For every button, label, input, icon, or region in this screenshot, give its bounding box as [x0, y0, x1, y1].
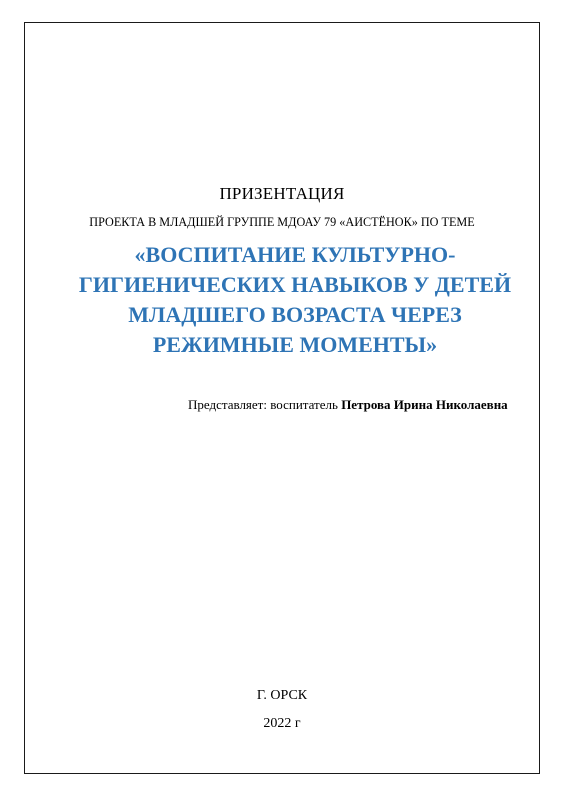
presenter-line [188, 397, 508, 413]
presenter-name: Петрова Ирина Николаевна [341, 397, 508, 412]
document-type-heading: ПРИЗЕНТАЦИЯ [219, 184, 345, 203]
city-label: Г. ОРСК [256, 688, 308, 703]
presenter-prefix: Представляет: воспитатель [188, 397, 338, 412]
presentation-title: «ВОСПИТАНИЕ КУЛЬТУРНО-ГИГИЕНИЧЕСКИХ НАВЫКОВ У ДЕТЕЙ МЛАДШЕГО ВОЗРАСТА ЧЕРЕЗ РЕЖИМНЫЕ МОМЕНТЫ» [78, 242, 512, 357]
project-subtitle: ПРОЕКТА В МЛАДШЕЙ ГРУППЕ МДОАУ 79 «АИСТЁНОК» ПО ТЕМЕ [89, 215, 475, 229]
year-label: 2022 г [263, 716, 301, 731]
